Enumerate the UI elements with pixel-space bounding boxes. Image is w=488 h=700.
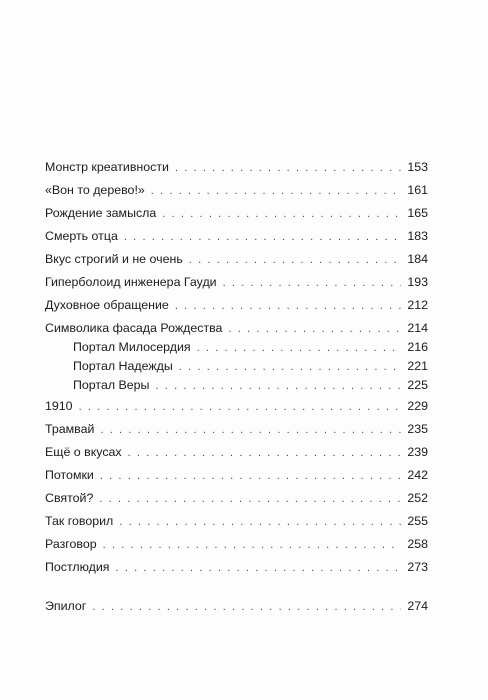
toc-entry-page-number: 216 bbox=[407, 340, 428, 354]
toc-entry-title: Потомки bbox=[45, 468, 94, 482]
toc-dot-leader bbox=[119, 513, 401, 531]
toc-entry bbox=[45, 273, 428, 291]
toc-entry-page-number: 274 bbox=[407, 599, 428, 613]
toc-entry-title: Трамвай bbox=[45, 422, 95, 436]
toc-dot-leader bbox=[155, 377, 401, 395]
toc-entry-title: Духовное обращение bbox=[45, 298, 169, 312]
toc-entry-title: Портал Веры bbox=[73, 378, 150, 392]
toc-entry bbox=[45, 250, 428, 268]
toc-dot-leader bbox=[92, 598, 401, 616]
toc-entry bbox=[45, 597, 428, 615]
toc-entry bbox=[73, 338, 428, 356]
toc-dot-leader bbox=[79, 398, 402, 416]
toc-entry-page-number: 183 bbox=[407, 229, 428, 243]
toc-entry-title: Символика фасада Рождества bbox=[45, 321, 223, 335]
toc-entry-page-number: 239 bbox=[407, 445, 428, 459]
toc-entry bbox=[73, 357, 428, 375]
toc-entry-page-number: 214 bbox=[407, 321, 428, 335]
toc-dot-leader bbox=[151, 182, 402, 200]
toc-entry-page-number: 235 bbox=[407, 422, 428, 436]
toc-entry-title: Разговор bbox=[45, 537, 97, 551]
toc-entry bbox=[45, 181, 428, 199]
toc-entry-page-number: 165 bbox=[407, 206, 428, 220]
toc-entry bbox=[45, 420, 428, 438]
toc-dot-leader bbox=[175, 159, 401, 177]
toc-entry bbox=[45, 296, 428, 314]
toc-dot-leader bbox=[100, 421, 401, 439]
toc-entry-page-number: 161 bbox=[407, 183, 428, 197]
toc-entry bbox=[45, 443, 428, 461]
toc-dot-leader bbox=[228, 320, 401, 338]
toc-entry-page-number: 258 bbox=[407, 537, 428, 551]
toc-entry bbox=[45, 466, 428, 484]
toc-entry-title: Святой? bbox=[45, 491, 94, 505]
toc-entry-page-number: 193 bbox=[407, 275, 428, 289]
toc-dot-leader bbox=[103, 536, 402, 554]
toc-entry bbox=[45, 319, 428, 337]
toc-entry-title: Гиперболоид инженера Гауди bbox=[45, 275, 217, 289]
toc-entry-title: Вкус строгий и не очень bbox=[45, 252, 183, 266]
toc-entry-title: «Вон то дерево!» bbox=[45, 183, 145, 197]
toc-entry bbox=[73, 376, 428, 394]
toc-entry-page-number: 212 bbox=[407, 298, 428, 312]
toc-entry bbox=[45, 535, 428, 553]
toc-entry-page-number: 252 bbox=[407, 491, 428, 505]
toc-dot-leader bbox=[124, 228, 401, 246]
toc-dot-leader bbox=[100, 467, 402, 485]
toc-entry-title: Портал Милосердия bbox=[73, 340, 191, 354]
toc-entry-title: Смерть отца bbox=[45, 229, 118, 243]
toc-dot-leader bbox=[223, 274, 402, 292]
toc-entry-title: Рождение замысла bbox=[45, 206, 157, 220]
toc-entry-page-number: 273 bbox=[407, 560, 428, 574]
toc-dot-leader bbox=[175, 297, 401, 315]
toc-entry-page-number: 221 bbox=[407, 359, 428, 373]
toc-entry bbox=[45, 489, 428, 507]
toc-entry bbox=[45, 558, 428, 576]
toc-entry bbox=[45, 204, 428, 222]
toc-dot-leader bbox=[99, 490, 401, 508]
toc-dot-leader bbox=[116, 559, 402, 577]
toc-entry-title: Ещё о вкусах bbox=[45, 445, 122, 459]
toc-entry-title: Портал Надежды bbox=[73, 359, 173, 373]
toc-entry-page-number: 153 bbox=[407, 160, 428, 174]
toc-dot-leader bbox=[179, 358, 402, 376]
toc-entry-title: 1910 bbox=[45, 399, 73, 413]
toc-dot-leader bbox=[189, 251, 402, 269]
toc-entry bbox=[45, 227, 428, 245]
toc-entry-title: Эпилог bbox=[45, 599, 87, 613]
toc-entry-page-number: 184 bbox=[407, 252, 428, 266]
toc-entry-title: Так говорил bbox=[45, 514, 114, 528]
toc-dot-leader bbox=[128, 444, 402, 462]
toc-entry bbox=[45, 158, 428, 176]
toc-entry bbox=[45, 512, 428, 530]
toc-entry-page-number: 225 bbox=[407, 378, 428, 392]
toc-entry-page-number: 242 bbox=[407, 468, 428, 482]
toc-entry-page-number: 229 bbox=[407, 399, 428, 413]
toc-entry bbox=[45, 397, 428, 415]
toc-entry-title: Монстр креативности bbox=[45, 160, 169, 174]
toc-entry-title: Постлюдия bbox=[45, 560, 110, 574]
toc-entry-page-number: 255 bbox=[407, 514, 428, 528]
toc-dot-leader bbox=[162, 205, 401, 223]
toc-dot-leader bbox=[197, 339, 402, 357]
